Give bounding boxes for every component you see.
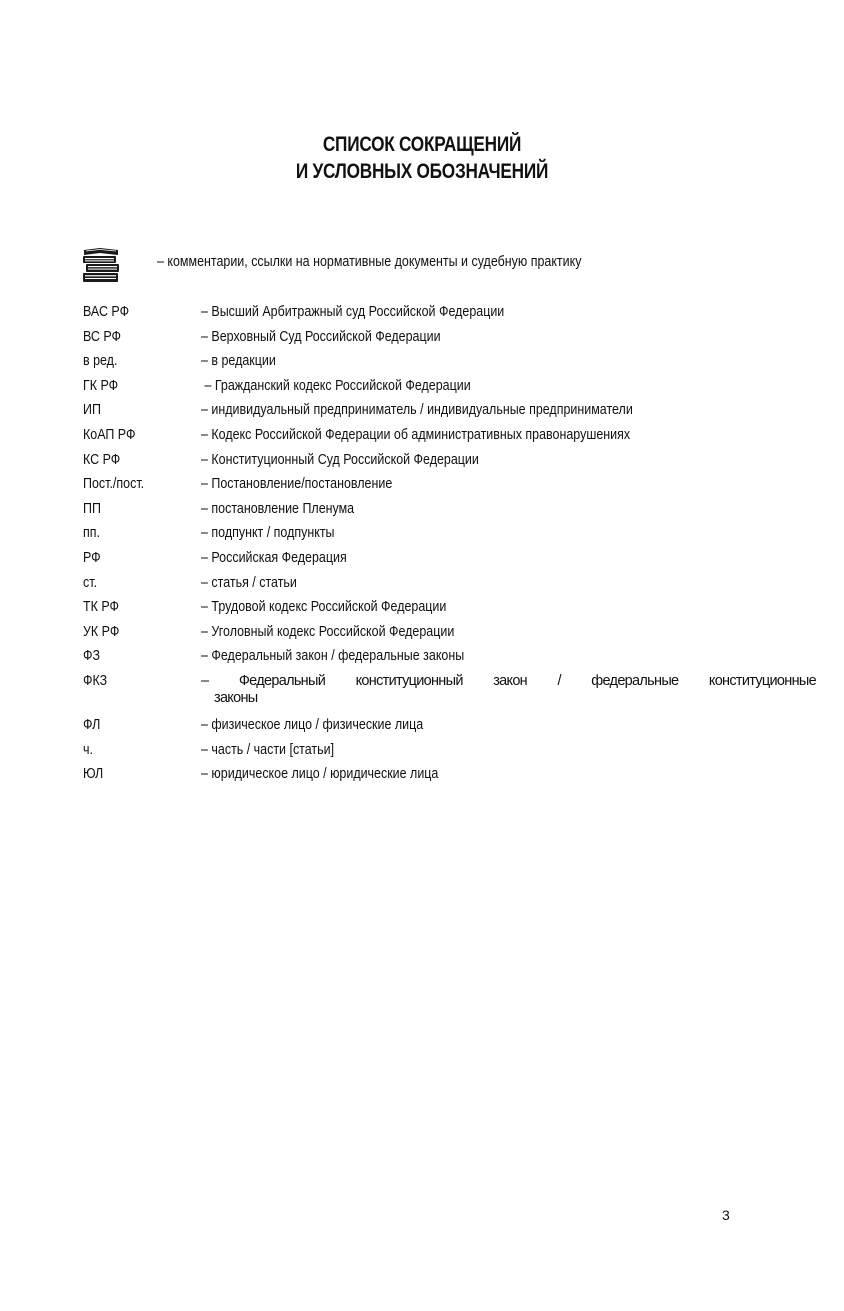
books-icon xyxy=(80,244,122,286)
abbreviation-term: ВС РФ xyxy=(83,328,122,345)
abbreviation-term: ГК РФ xyxy=(83,377,119,394)
list-item xyxy=(83,764,733,789)
definition-word: конституционный xyxy=(355,672,463,689)
list-item xyxy=(83,351,733,376)
list-item xyxy=(83,450,733,475)
list-item xyxy=(83,597,733,622)
abbreviation-definition: – в редакции xyxy=(201,353,276,370)
list-item xyxy=(83,400,733,425)
abbreviation-definition: – подпункт / подпункты xyxy=(201,525,335,542)
abbreviation-definition: – статья / статьи xyxy=(201,574,297,591)
list-item xyxy=(83,327,733,352)
abbreviation-term: УК РФ xyxy=(83,623,120,640)
abbreviation-term: ТК РФ xyxy=(83,599,120,616)
abbreviation-list xyxy=(83,302,816,789)
abbreviation-term: в ред. xyxy=(83,353,118,370)
definition-line-2: законы xyxy=(214,689,258,706)
legend-description: – комментарии, ссылки на нормативные документы и судебную практику xyxy=(157,254,582,270)
definition-word: Федеральный xyxy=(238,672,326,689)
abbreviation-definition: – Верховный Суд Российской Федерации xyxy=(201,328,441,345)
abbreviation-definition: – постановление Пленума xyxy=(201,500,355,517)
list-item xyxy=(83,523,733,548)
list-item xyxy=(83,302,733,327)
abbreviation-term: ФЛ xyxy=(83,716,101,733)
list-item xyxy=(83,474,733,499)
legend-row xyxy=(80,244,760,288)
abbreviation-term: ФЗ xyxy=(83,648,101,665)
abbreviation-term: Пост./пост. xyxy=(83,476,145,493)
list-item xyxy=(83,646,733,671)
abbreviation-term: КС РФ xyxy=(83,451,121,468)
definition-word: федеральные xyxy=(591,672,679,689)
list-item xyxy=(83,671,816,715)
abbreviation-definition: – Кодекс Российской Федерации об административных правонарушениях xyxy=(201,426,631,443)
abbreviation-term: пп. xyxy=(83,525,100,542)
list-item xyxy=(83,376,733,401)
abbreviation-term: КоАП РФ xyxy=(83,426,136,443)
abbreviation-definition: – Федеральный закон / федеральные законы xyxy=(201,648,465,665)
abbreviation-term: РФ xyxy=(83,549,101,566)
abbreviation-term: ч. xyxy=(83,741,93,758)
definition-line-1 xyxy=(201,673,816,690)
abbreviation-definition: – Высший Арбитражный суд Российской Федерации xyxy=(201,304,505,320)
list-item xyxy=(83,425,733,450)
abbreviation-definition: – Уголовный кодекс Российской Федерации xyxy=(201,623,455,640)
abbreviation-definition: – Гражданский кодекс Российской Федерации xyxy=(201,377,471,394)
abbreviation-definition: – часть / части [статьи] xyxy=(201,741,335,758)
list-item xyxy=(83,573,733,598)
abbreviation-term: ЮЛ xyxy=(83,766,104,783)
list-item xyxy=(83,499,733,524)
abbreviation-definition: – индивидуальный предприниматель / индивидуальные предприниматели xyxy=(201,402,633,419)
abbreviation-term: ВАС РФ xyxy=(83,304,130,320)
title-line-2: И УСЛОВНЫХ ОБОЗНАЧЕНИЙ xyxy=(295,160,549,183)
abbreviation-definition: – Российская Федерация xyxy=(201,549,347,566)
abbreviation-definition: – юридическое лицо / юридические лица xyxy=(201,766,439,783)
abbreviation-definition: – Постановление/постановление xyxy=(201,476,393,493)
list-item xyxy=(83,740,733,765)
abbreviation-term: ст. xyxy=(83,574,98,591)
abbreviation-term: ИП xyxy=(83,402,101,419)
abbreviation-term: ПП xyxy=(83,500,101,517)
page-number: 3 xyxy=(722,1207,730,1223)
abbreviation-definition: – Трудовой кодекс Российской Федерации xyxy=(201,599,447,616)
title-line-1: СПИСОК СОКРАЩЕНИЙ xyxy=(322,133,522,156)
definition-word: конституционные xyxy=(708,672,816,689)
definition-word: – xyxy=(201,672,209,689)
definition-word: закон xyxy=(493,672,527,689)
list-item xyxy=(83,715,733,740)
page-title xyxy=(76,131,768,185)
abbreviation-definition: – физическое лицо / физические лица xyxy=(201,716,424,733)
definition-word: / xyxy=(557,672,561,689)
abbreviation-definition-multiline xyxy=(201,671,816,715)
list-item xyxy=(83,622,733,647)
abbreviation-definition: – Конституционный Суд Российской Федерации xyxy=(201,451,479,468)
list-item xyxy=(83,548,733,573)
abbreviation-term: ФКЗ xyxy=(83,672,108,689)
